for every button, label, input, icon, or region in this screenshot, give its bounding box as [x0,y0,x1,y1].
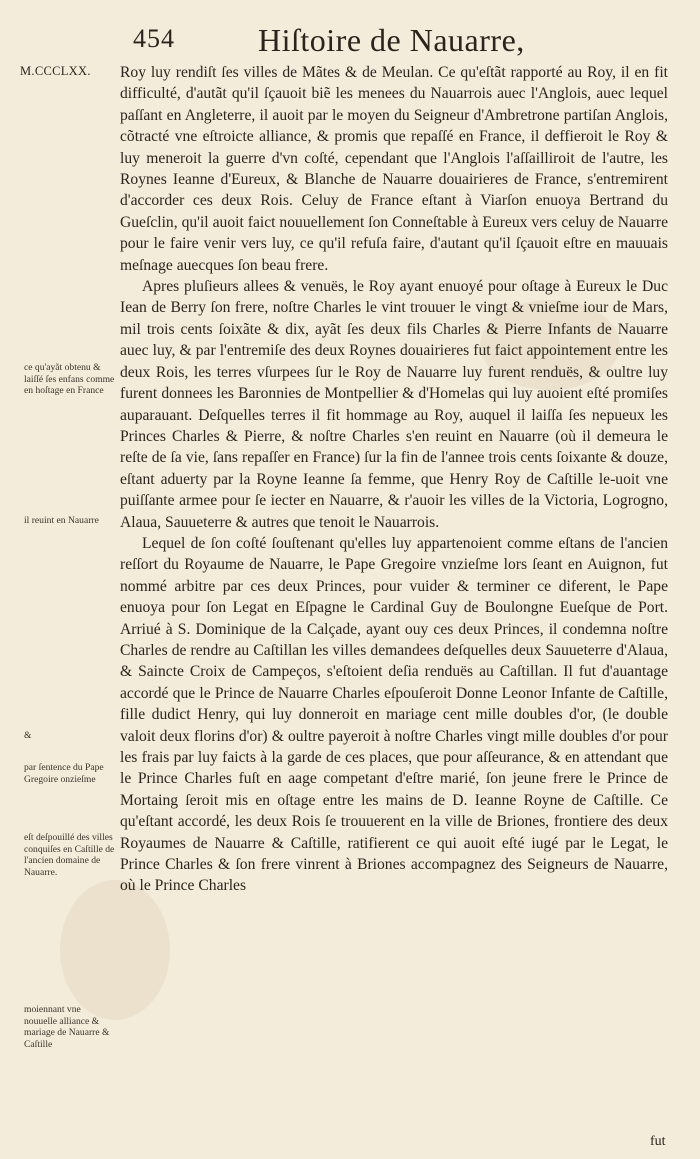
catchword: fut [650,1134,666,1149]
margin-note: il reuint en Nauarre [24,515,99,526]
paragraph: Lequel de ſon coſté ſouſtenant qu'elles luy appartenoient comme eſtans de l'ancien reſſort du Royaume de Nauarre, le Pape Gregoire vnzieſme lors ſeant en Auignon, fut nommé arbitre par ces deux Princes, pour vuider & terminer ce diferent, le Pape enuoya pour ſon Legat en Eſpagne le Cardinal Guy de Boulongne Eueſque de Port. Arriué à S. Dominique de la Calçade, ayant ouy ces deux Princes, il condemna noſtre Charles de rendre au Caſtillan les villes demandees deſquelles deux Sauueterre d'Alaua, & Saincte Croix de Campeços, s'eſtoient deſia renduës au Caſtillan. Il fut d'auantage accordé que le Prince de Nauarre Charles eſpouſeroit Donne Leonor Infante de Caſtille, fille dudict Henry, qui luy donneroit en mariage cent mille doubles d'or, (le double valoit deux florins d'or) & oultre payeroit à noſtre Charles vingt mille doubles d'or pour les frais par luy faicts à la garde de ces places, que pour aſſeurance, & en attendant que le Prince Charles fuſt en aage competant d'eſtre marié, ſon jeune frere le Prince de Mortaing ſeroit mis en oſtage entre les mains de D. Ieanne Royne de Caſtille. Ce qu'eſtant accordé, les deux Rois ſe trouuerent en la ville de Briones, frontiere des deux Royaumes de Nauarre & Caſtille, ratifierent ce qui auoit eſté iugé par le Legat, le Prince Charles & ſon frere vinrent à Briones accompagnez des Seigneurs de Nauarre, où le Prince Charles [120,534,668,895]
margin-year: M.CCCLXX. [20,64,91,78]
running-title: Hiſtoire de Nauarre, [258,22,525,58]
main-text [120,62,668,897]
margin-note: par ſentence du Pape Gregoire onzieſme [24,762,104,785]
paragraph: Roy luy rendiſt ſes villes de Mãtes & de Meulan. Ce qu'eſtãt rapporté au Roy, il en fit difficulté, d'autãt qu'il ſçauoit biẽ les menees du Nauarrois auec l'Anglois, auec lequel paſſant en Angleterre, il auoit par le moyen du Seigneur d'Ambretrone partiſan Anglois, cõtracté vne eſtroicte alliance, & promis que repaſſé en France, il deffieroit le Roy & luy meneroit la guerre d'vn coſté, cependant que l'Anglois l'aſſailliroit de l'autre, les Roynes Ieanne d'Eureux, & Blanche de Nauarre douairieres de France, s'entremirent d'accorder ces deux Rois. Celuy de France eſtant à Viarſon enuoya Bertrand du Gueſclin, qu'il auoit faict nouuellement ſon Conneſtable à Eureux vers celuy de Nauarre pour le faire venir vers luy, ce qu'il refuſa faire, d'autant qu'il ſçauoit eſtre en mauuais meſnage auecques ſon beau frere. [120,64,668,274]
page-header [0,16,700,66]
margin-note: moiennant vne nouuelle alliance & mariage de Nauarre & Caſtille [24,1004,110,1050]
folio-number: 454 [133,24,175,53]
margin-note: & [24,730,32,741]
margin-note: eſt deſpouillé des villes conquiſes en Caſtille de l'ancien domaine de Nauarre. [24,832,115,878]
margin-note: ce qu'ayãt obtenu & laiſſé ſes enfans comme en hoſtage en France [24,362,115,397]
paragraph: Apres pluſieurs allees & venuës, le Roy ayant enuoyé pour oſtage à Eureux le Duc Iean de Berry ſon frere, noſtre Charles le vint trouuer le vingt & vnieſme iour de Mars, mil trois cents ſoixãte & dix, ayãt ſes deux fils Charles & Pierre Infants de Nauarre auec luy, & par l'entremiſe des deux Roynes douairieres fut faict appointement entre les deux Rois, les terres vſurpees ſur le Roy de Nauarre luy furent renduës, & oultre luy furent donnees les Baronnies de Montpellier & d'Homelas qui luy auoient eſté promiſes auparauant. Deſquelles terres il fit hommage au Roy, auquel il laiſſa ſes nepueux les Princes Charles & Pierre, & noſtre Charles s'en reuint en Nauarre (où il demeura le reſte de ſa vie, ſans repaſſer en France) ſur la fin de l'annee trois cents ſoixante & douze, eſtant aduerty par la Royne Ieanne ſa femme, que Henry Roy de Caſtille le-uoit vne puiſſante armee pour ſe iecter en Nauarre, & r'auoir les villes de la Victoria, Logrogno, Alaua, Sauueterre & autres que tenoit le Nauarrois. [120,278,668,531]
